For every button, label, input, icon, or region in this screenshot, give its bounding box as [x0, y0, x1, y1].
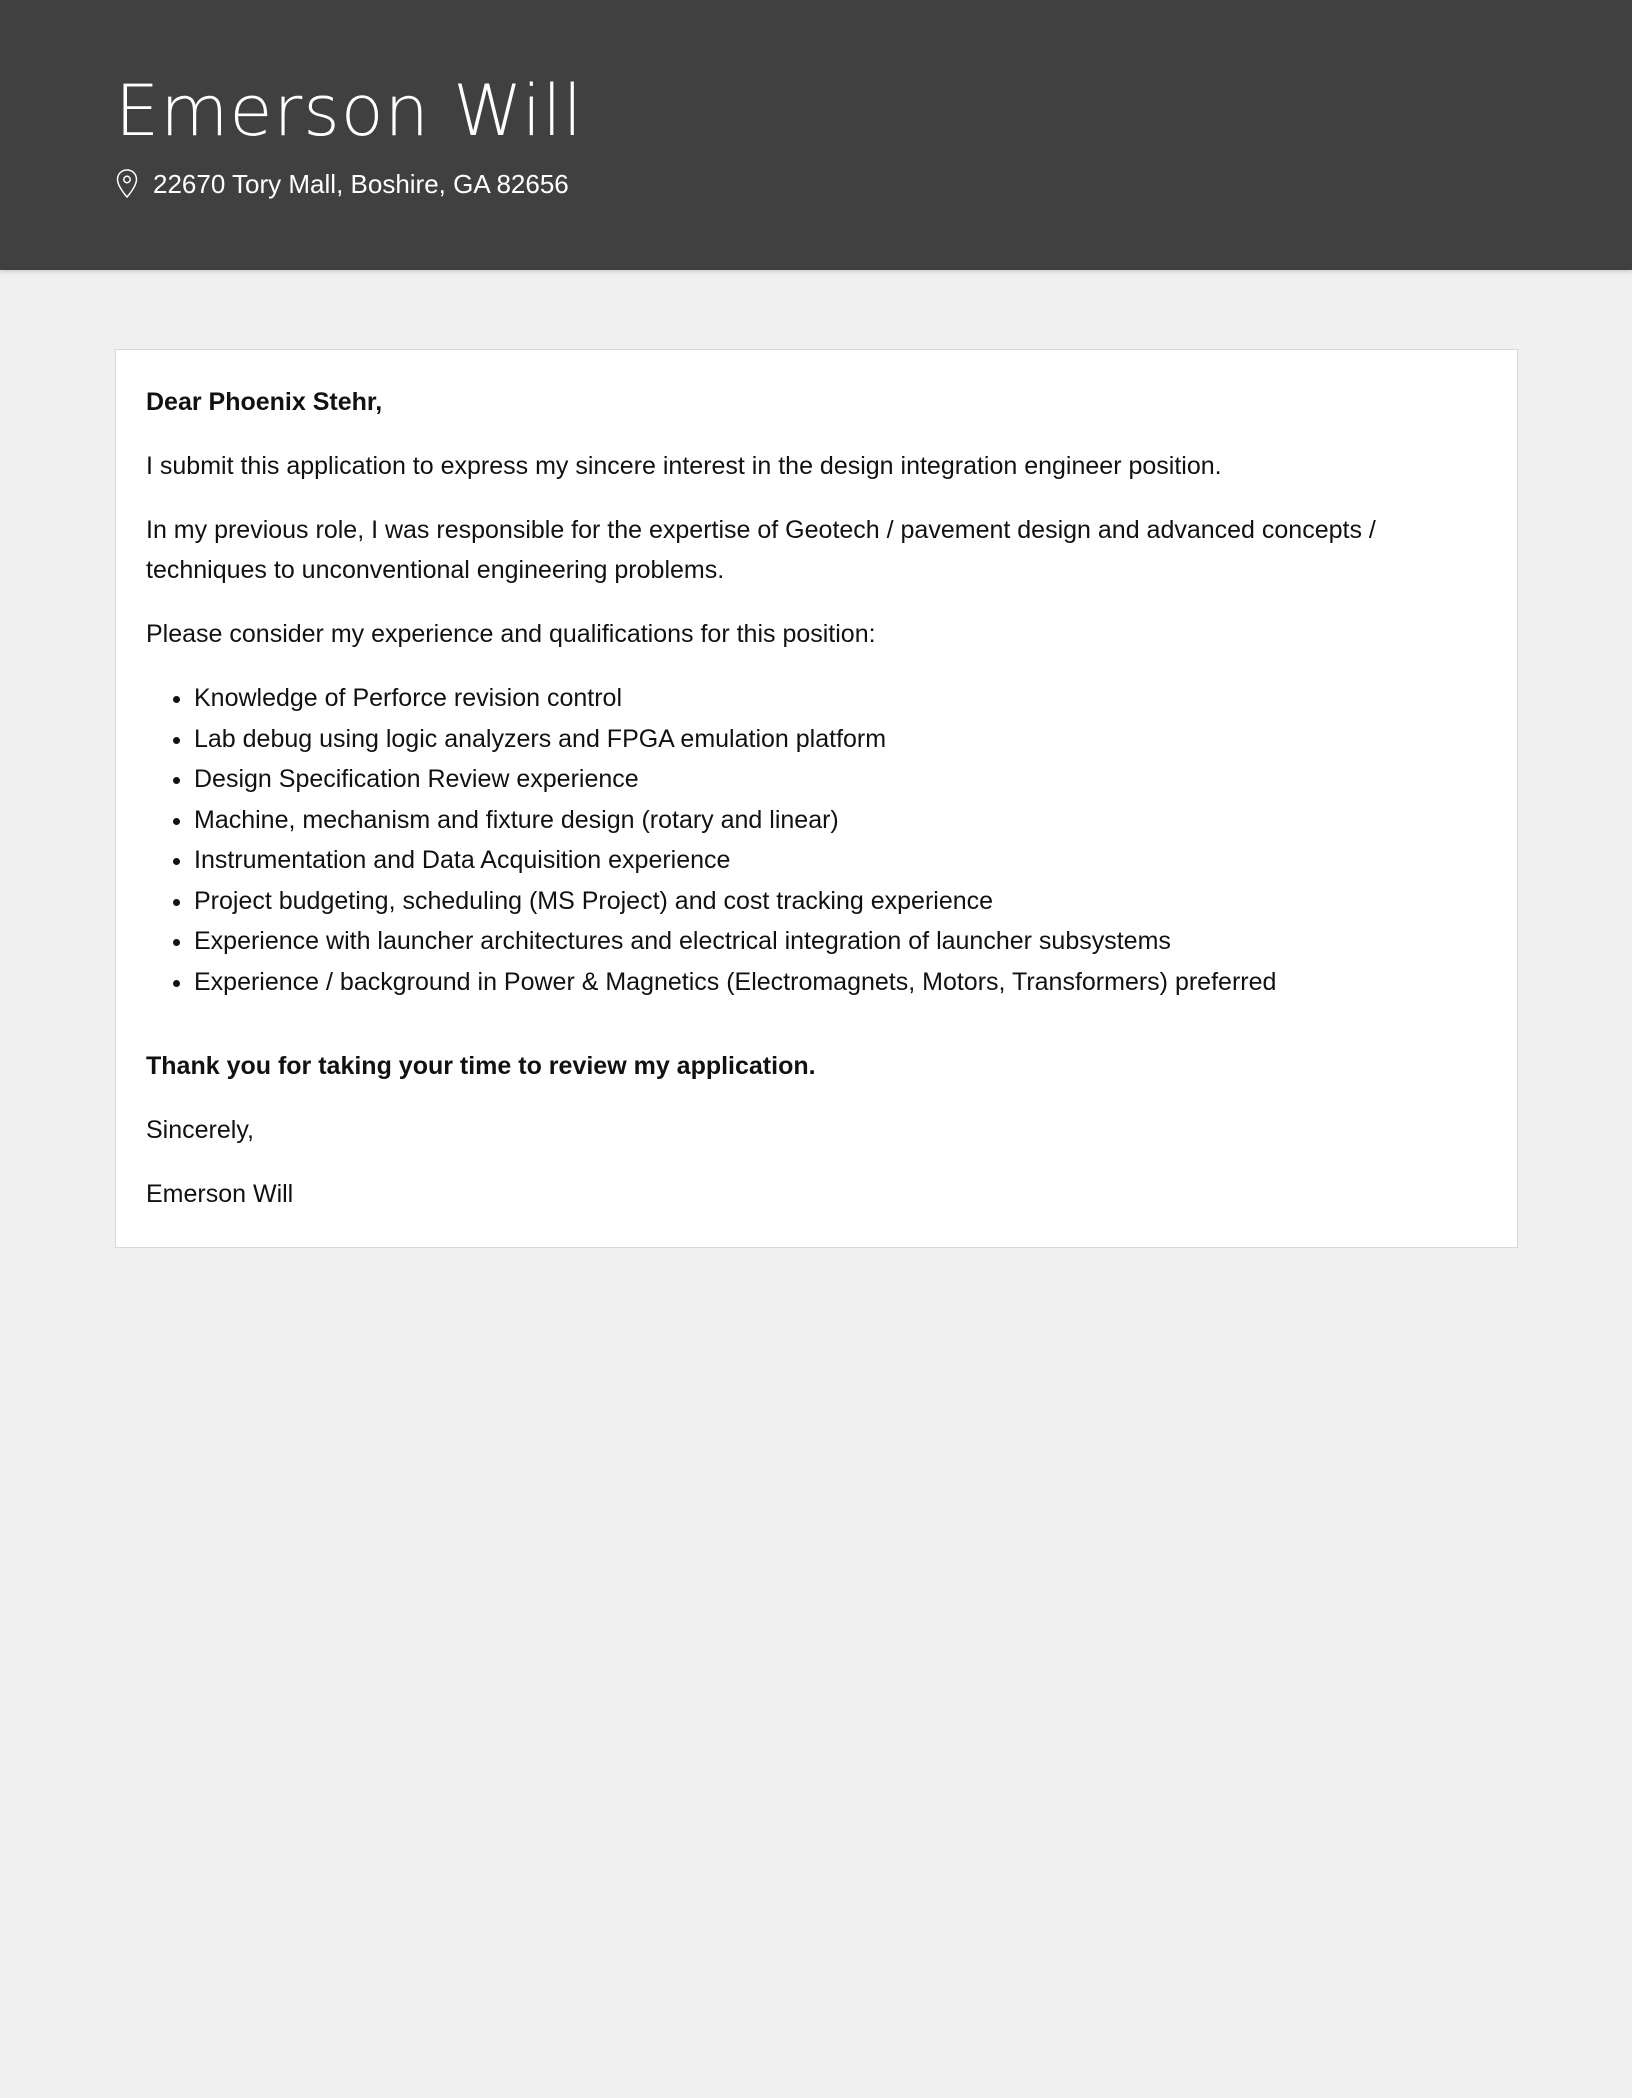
address-row: [115, 164, 569, 204]
thanks-line: Thank you for taking your time to review my application.: [146, 1052, 816, 1080]
qualifications-lead: Please consider my experience and qualifications for this position:: [146, 620, 876, 648]
signature: Emerson Will: [146, 1180, 294, 1208]
skill-item: • Experience / background in Power & Magnetics (Electromagnets, Motors, Transformers) preferred: [194, 962, 1487, 1003]
skill-item: • Experience with launcher architectures and electrical integration of launcher subsystems: [194, 921, 1487, 962]
skill-item: • Machine, mechanism and fixture design (rotary and linear): [194, 800, 1487, 841]
intro-paragraph: I submit this application to express my sincere interest in the design integration engineer position.: [146, 452, 1222, 480]
header: [0, 0, 1632, 270]
skill-item: • Design Specification Review experience: [194, 759, 1487, 800]
skill-item: • Instrumentation and Data Acquisition experience: [194, 840, 1487, 881]
closing: Sincerely,: [146, 1116, 254, 1144]
address: 22670 Tory Mall, Boshire, GA 82656: [153, 168, 569, 199]
location-pin-icon: [115, 168, 139, 200]
salutation: Dear Phoenix Stehr,: [146, 388, 383, 416]
skill-item: • Lab debug using logic analyzers and FPGA emulation platform: [194, 719, 1487, 760]
skill-item: • Project budgeting, scheduling (MS Project) and cost tracking experience: [194, 881, 1487, 922]
applicant-name: Emerson Will: [115, 70, 584, 152]
skill-item: • Knowledge of Perforce revision control: [194, 678, 1487, 719]
cover-letter: [115, 349, 1518, 1248]
skills-list: [146, 678, 1487, 1002]
experience-paragraph: In my previous role, I was responsible for the expertise of Geotech / pavement design and advanced concepts / techniques to unconventional engineering problems.: [146, 516, 1376, 584]
